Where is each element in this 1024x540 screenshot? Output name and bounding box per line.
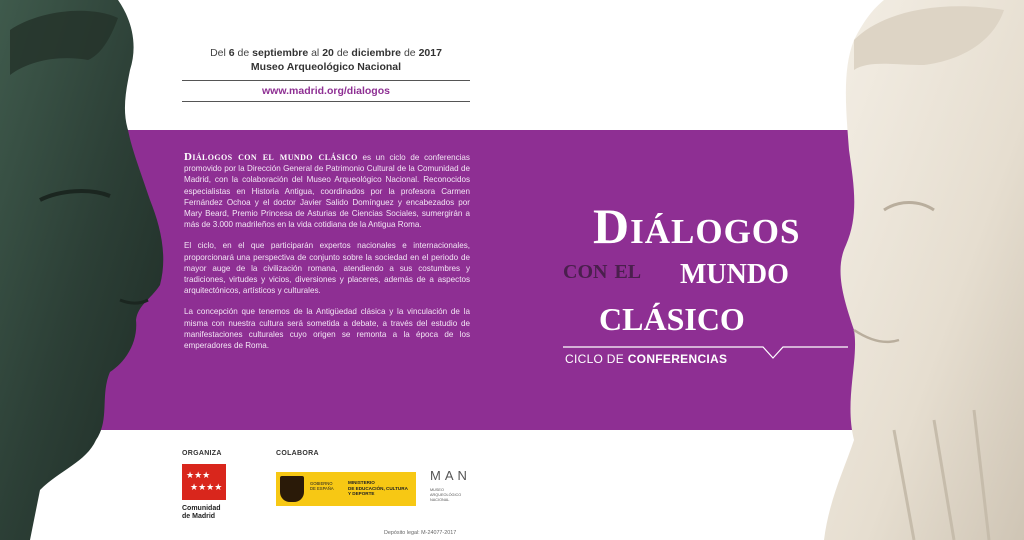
svg-text:★★★: ★★★ — [186, 471, 211, 481]
paragraph-3: La concepción que tenemos de la Antigüedad clásica y la vinculación de la misma con nuestra cultura será sometida a debate, a través del estudio de manifestaciones culturales cuyo origen se remonta a la época de los emperadores de Roma. — [184, 307, 470, 351]
paragraph-intro: Diálogos con el mundo clásico es un ciclo de conferencias promovido por la Dirección General de Patrimonio Cultural de la Comunidad de Madrid, con la colaboración del Museo Arqueológico Nacional. Reconocidos especialistas en Historia Antigua, coordinados por la profesora Carmen Fernández Ochoa y el doctor Javier Salido Domínguez y encabezados por Mary Beard, Premio Princesa de Asturias de Ciencias Sociales, sumergirán a más de 3.000 madrileños en la vida cotidiana de la Antigua Roma. — [184, 151, 470, 230]
title-line-2a: con el — [563, 254, 642, 285]
organiza-label: ORGANIZA — [182, 450, 222, 457]
paragraph-2: El ciclo, en el que participarán expertos nacionales e internacionales, proporcionará una perspectiva de conjunto sobre la sociedad en el periodo de mayor auge de la civilización romana, atendiendo a sus costumbres y tradiciones, virtudes y vicios, diversiones y placeres, además de a aspectos arquitectónicos, artísticos y culturales. — [184, 241, 470, 296]
event-header — [182, 46, 470, 102]
event-url-link[interactable]: www.madrid.org/dialogos — [262, 85, 390, 97]
man-logo: MAN — [430, 468, 471, 483]
title-line-1: Diálogos — [593, 198, 801, 254]
lead-title: Diálogos con el mundo clásico — [184, 151, 358, 163]
main-title — [555, 200, 855, 340]
ministerio-logo: GOBIERNO DE ESPAÑA MINISTERIO DE EDUCACIÓN, CULTURA Y DEPORTE — [276, 472, 416, 506]
colabora-label: COLABORA — [276, 450, 319, 457]
event-venue: Museo Arqueológico Nacional — [250, 61, 402, 73]
divider — [182, 101, 470, 102]
title-line-3: clásico — [599, 289, 745, 340]
svg-text:★★★★: ★★★★ — [190, 483, 223, 493]
stars-icon — [182, 464, 226, 500]
man-subtitle: MUSEO ARQUEOLÓGICO NACIONAL — [430, 488, 462, 502]
legal-deposit: Depósito legal: M-24077-2017 — [384, 530, 457, 536]
subtitle-ciclo: CICLO DE CONFERENCIAS — [563, 346, 848, 370]
divider — [182, 80, 470, 81]
description-text — [184, 152, 470, 361]
comunidad-madrid-text: Comunidad de Madrid — [182, 505, 221, 520]
event-dates: Del 6 de septiembre al 20 de diciembre de 2017 — [210, 47, 442, 59]
comunidad-madrid-logo — [182, 464, 226, 500]
bronze-head-image — [0, 0, 175, 540]
coat-of-arms-icon — [280, 476, 304, 502]
title-line-2b: mundo — [680, 247, 789, 292]
